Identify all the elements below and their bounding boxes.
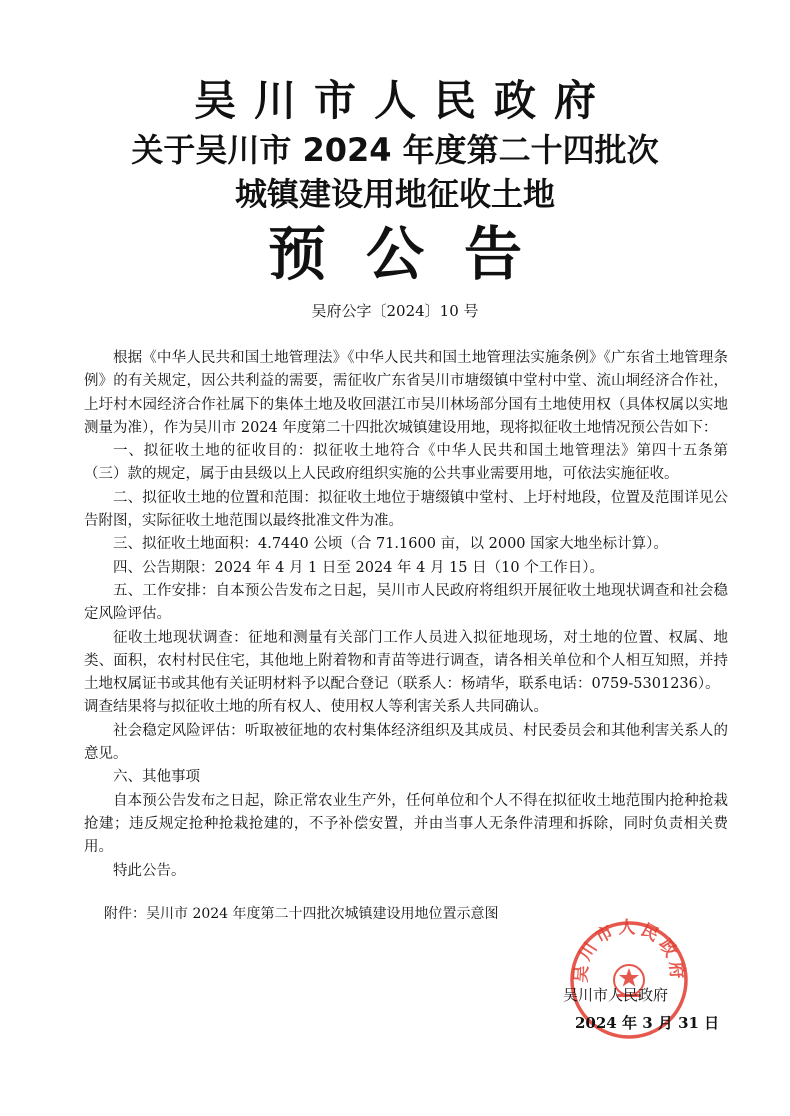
attachment-note: 附件：吴川市 2024 年度第二十四批次城镇建设用地位置示意图 (104, 906, 499, 922)
paragraph-closing: 特此公告。 (113, 862, 186, 879)
notice-title-line-1: 关于吴川市 2024 年度第二十四批次 (131, 131, 659, 169)
paragraph-arrangement: 五、工作安排：自本预公告发布之日起，吴川市人民政府将组织开展征收土地现状调查和社会稳定风险评估。 (84, 582, 728, 623)
paragraph-period: 四、公告期限：2024 年 4 月 1 日至 2024 年 4 月 15 日（10 个工作日）。 (113, 559, 604, 576)
paragraph-other-heading: 六、其他事项 (113, 769, 200, 786)
paragraph-intro: 根据《中华人民共和国土地管理法》《中华人民共和国土地管理法实施条例》《广东省土地管理条例》的有关规定，因公共利益的需要，需征收广东省吴川市塘缀镇中堂村中堂、流山垌经济合作社，上圩村木园经济合作社属下的集体土地及收回湛江市吴川林场部分国有土地使用权（具体权属以实地测量为准），作为吴川市 2024 年度第二十四批次城镇建设用地，现将拟征收土地情况预公告如下： (84, 350, 728, 436)
paragraph-survey: 征收土地现状调查：征地和测量有关部门工作人员进入拟征地现场，对土地的位置、权属、地类、面积，农村村民住宅，其他地上附着物和青苗等进行调查，请各相关单位和个人相互知照，并持土地权属证书或其他有关证明材料予以配合登记（联系人：杨靖华，联系电话：0759-5301236）。 (84, 629, 728, 693)
seal-arc-text: 吴川市人民政府 (571, 918, 687, 984)
paragraph-survey-confirm: 调查结果将与拟征收土地的所有权人、使用权人等利害关系人共同确认。 (84, 699, 548, 716)
paragraph-location: 二、拟征收土地的位置和范围：拟征收土地位于塘缀镇中堂村、上圩村地段，位置及范围详见公告附图，实际征收土地范围以最终批准文件为准。 (84, 489, 728, 530)
issuer-title: 吴川市人民政府 (193, 76, 614, 125)
notice-title-line-2: 城镇建设用地征收土地 (234, 175, 555, 213)
document-header (0, 74, 790, 292)
signature-date: 2024 年 3 月 31 日 (575, 1014, 720, 1032)
paragraph-area: 三、拟征收土地面积：4.7440 公顷（合 71.1600 亩，以 2000 国家大地坐标计算）。 (113, 536, 668, 553)
paragraph-purpose: 一、拟征收土地的征收目的：拟征收土地符合《中华人民共和国土地管理法》第四十五条第（三）款的规定，属于由县级以上人民政府组织实施的公共事业需要用地，可依法实施征收。 (84, 443, 728, 483)
paragraph-other: 自本预公告发布之日起，除正常农业生产外，任何单位和个人不得在拟征收土地范围内抢种抢栽抢建；违反规定抢种抢栽抢建的，不予补偿安置，并由当事人无条件清理和拆除，同时负责相关费用。 (84, 792, 728, 856)
notice-title-main: 预公告 (267, 220, 562, 288)
notice-body (84, 347, 728, 883)
paragraph-risk: 社会稳定风险评估：听取被征地的农村集体经济组织及其成员、村民委员会和其他利害关系人的意见。 (84, 722, 728, 763)
issuer-signature: 吴川市人民政府 (563, 986, 669, 1004)
document-number: 吴府公字〔2024〕10 号 (311, 302, 479, 320)
